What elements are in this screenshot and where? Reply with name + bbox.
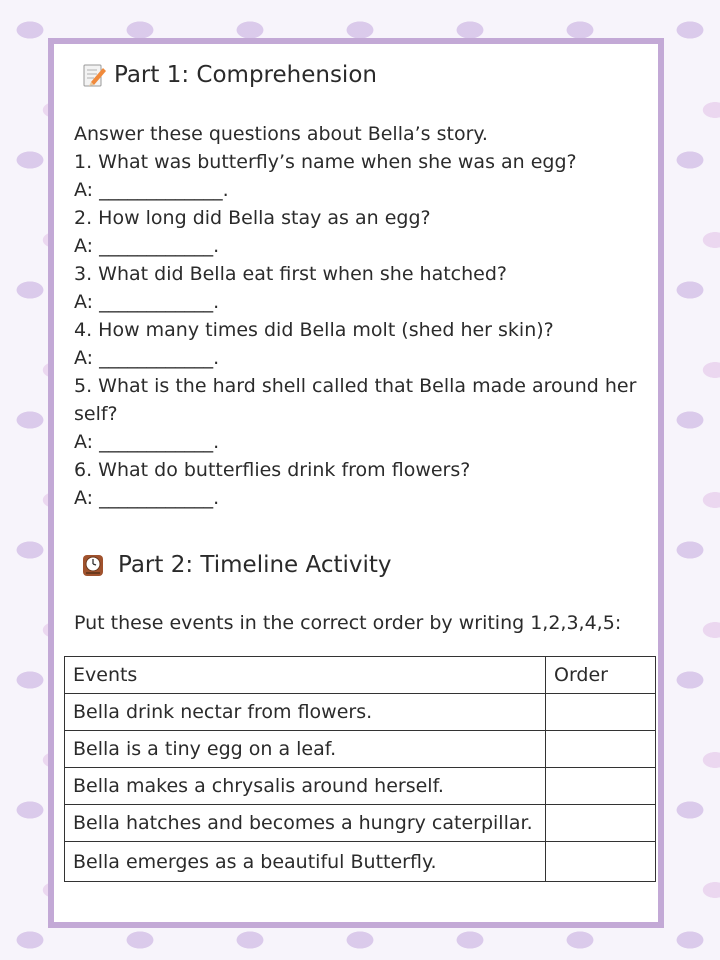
order-cell[interactable]	[546, 805, 656, 842]
part1-title: Part 1: Comprehension	[114, 62, 377, 88]
event-cell: Bella is a tiny egg on a leaf.	[65, 731, 546, 768]
answer-5[interactable]: A: ____________.	[74, 431, 220, 453]
part2-heading	[80, 552, 392, 578]
question-6: 6. What do butterflies drink from flowers?	[74, 459, 471, 481]
table-row	[65, 842, 656, 882]
timeline-table	[64, 656, 656, 882]
order-header: Order	[546, 657, 656, 694]
question-1: 1. What was butterfly’s name when she was an egg?	[74, 151, 577, 173]
answer-3[interactable]: A: ____________.	[74, 291, 220, 313]
timeline-instruction: Put these events in the correct order by writing 1,2,3,4,5:	[74, 612, 622, 634]
questions-block	[74, 120, 649, 512]
order-cell[interactable]	[546, 842, 656, 882]
pencil-paper-icon	[82, 62, 108, 88]
answer-4[interactable]: A: ____________.	[74, 347, 220, 369]
clock-icon	[80, 552, 106, 578]
table-row	[65, 731, 656, 768]
answer-6[interactable]: A: ____________.	[74, 487, 220, 509]
event-cell: Bella hatches and becomes a hungry caterpillar.	[65, 805, 546, 842]
event-cell: Bella makes a chrysalis around herself.	[65, 768, 546, 805]
answer-2[interactable]: A: ____________.	[74, 235, 220, 257]
question-2: 2. How long did Bella stay as an egg?	[74, 207, 431, 229]
order-cell[interactable]	[546, 768, 656, 805]
table-row	[65, 694, 656, 731]
order-cell[interactable]	[546, 731, 656, 768]
event-cell: Bella drink nectar from flowers.	[65, 694, 546, 731]
worksheet-page	[48, 38, 664, 928]
question-4: 4. How many times did Bella molt (shed her skin)?	[74, 319, 554, 341]
part2-title: Part 2: Timeline Activity	[118, 552, 392, 578]
events-header: Events	[65, 657, 546, 694]
table-row	[65, 805, 656, 842]
order-cell[interactable]	[546, 694, 656, 731]
part1-heading	[82, 62, 377, 88]
table-header-row	[65, 657, 656, 694]
table-row	[65, 768, 656, 805]
question-3: 3. What did Bella eat first when she hatched?	[74, 263, 508, 285]
intro-text: Answer these questions about Bella’s story.	[74, 123, 488, 145]
question-5: 5. What is the hard shell called that Bella made around her self?	[74, 375, 637, 425]
answer-1[interactable]: A: _____________.	[74, 179, 229, 201]
event-cell: Bella emerges as a beautiful Butterfly.	[65, 842, 546, 882]
